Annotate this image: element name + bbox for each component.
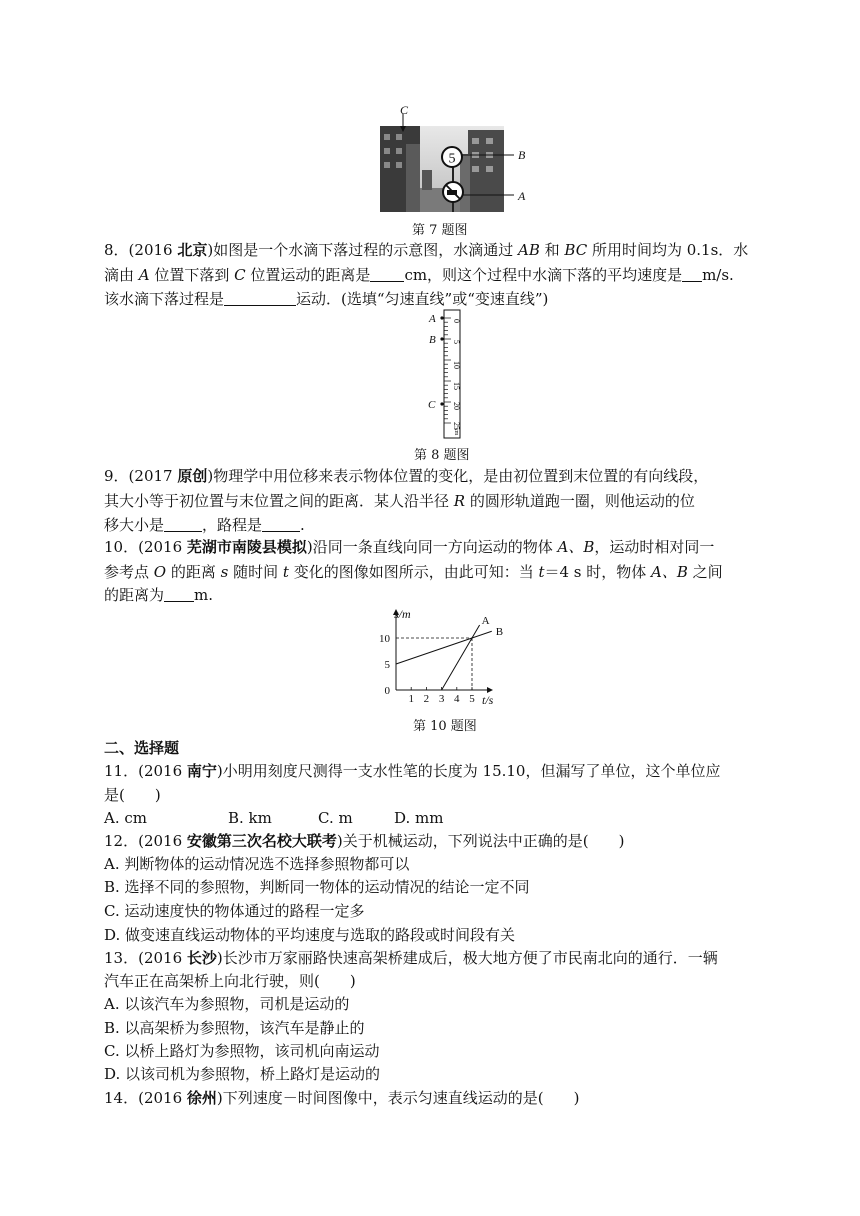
sign-number: 5 [448,151,456,167]
option-d[interactable]: D. 做变速直线运动物体的平均速度与选取的路段或时间段有关 [104,926,516,944]
series-label-a: A [481,615,490,627]
figure-10-chart [360,604,530,710]
q13-line-2: 汽车正在高架桥上向北行驶，则( ) [104,972,356,990]
q11-line-1: 11．(2016 南宁)小明用刻度尺测得一支水性笔的长度为 15.10，但漏写了单位，这个单位应 [104,762,721,780]
answer-blank[interactable] [262,517,300,532]
x-tick-label: 2 [423,693,430,705]
q13-line-1: 13．(2016 长沙)长沙市万家丽路快速高架桥建成后，极大地方便了市民南北向的通行．一辆 [104,949,718,967]
x-tick-label: 4 [454,693,460,705]
tick-label: 10 [452,361,461,369]
tick-label: 5 [452,340,461,344]
q8-source: 北京 [177,241,208,259]
figure-8-ruler [420,308,480,440]
q9-line-2: 其大小等于初位置与末位置之间的距离．某人沿半径 R 的圆形轨道跑一圈，则他运动的位 [104,492,695,510]
q10-line-3: 的距离为 m. [104,586,214,604]
answer-blank[interactable] [370,267,404,282]
q11-source: 南宁 [186,762,217,780]
q9-line-3: 移大小是 ，路程是 . [104,516,305,534]
figure-7-caption: 第 7 题图 [412,223,468,238]
label-a: A [429,313,436,325]
label-b: B [518,148,526,162]
series-label-b: B [495,626,504,639]
label-c: C [400,104,409,117]
x-axis-label: t/s [482,693,494,707]
label-b: B [429,334,436,346]
q10-line-2: 参考点 O 的距离 s 随时间 t 变化的图像如图所示，由此可知：当 t＝4 s 时，物体 A、B 之间 [104,563,723,581]
tick-label: 25 [452,422,461,430]
x-tick-label: 3 [438,693,445,705]
section-heading: 二、选择题 [104,739,180,757]
y-tick-label: 5 [384,659,390,671]
answer-blank[interactable] [682,267,702,282]
option-a[interactable]: A. 以该汽车为参照物，司机是运动的 [104,995,350,1013]
series-line-b [396,631,492,664]
q12-line-1: 12．(2016 安徽第三次名校大联考)关于机械运动，下列说法中正确的是( ) [104,832,625,850]
option-a[interactable]: A. cm [104,809,147,827]
x-tick-label: 1 [408,693,414,705]
option-b[interactable]: B. 选择不同的参照物，判断同一物体的运动情况的结论一定不同 [104,878,530,896]
label-a: A [518,189,526,203]
q8-line-3: 该水滴下落过程是 运动．(选填“匀速直线”或“变速直线”) [104,290,549,308]
y-tick-label: 10 [379,633,390,645]
option-d[interactable]: D. 以该司机为参照物，桥上路灯是运动的 [104,1065,381,1083]
answer-blank[interactable] [224,291,296,306]
figure-8-caption: 第 8 题图 [414,448,470,463]
q9-source: 原创 [177,467,208,485]
x-tick-label: 5 [469,693,475,705]
answer-blank[interactable] [164,587,194,602]
q12-source: 安徽第三次名校大联考 [186,832,337,850]
q10-line-1: 10．(2016 芜湖市南陵县模拟)沿同一条直线向同一方向运动的物体 A、B，运动时相对同一 [104,538,715,556]
y-axis-label: s/m [394,607,411,621]
option-c[interactable]: C. m [318,809,353,827]
option-c[interactable]: C. 以桥上路灯为参照物，该司机向南运动 [104,1042,380,1060]
label-c: C [428,399,436,411]
option-d[interactable]: D. mm [394,809,444,827]
q14-source: 徐州 [186,1089,217,1107]
answer-blank[interactable] [164,517,202,532]
option-a[interactable]: A. 判断物体的运动情况选不选择参照物都可以 [104,855,410,873]
figure-10-caption: 第 10 题图 [413,719,477,734]
y-tick-label: 0 [384,685,390,697]
q8-line-1: 8．(2016 北京)如图是一个水滴下落过程的示意图，水滴通过 AB 和 BC 所用时间均为 0.1s．水 [104,241,749,259]
tick-label: 15 [452,382,461,390]
option-b[interactable]: B. km [228,809,272,827]
q14-line-1: 14．(2016 徐州)下列速度－时间图像中，表示匀速直线运动的是( ) [104,1089,580,1107]
option-b[interactable]: B. 以高架桥为参照物，该汽车是静止的 [104,1019,365,1037]
q9-line-1: 9．(2017 原创)物理学中用位移来表示物体位置的变化，是由初位置到末位置的有向线段， [104,467,709,485]
q10-source: 芜湖市南陵县模拟 [186,538,307,556]
tick-label: 0 [452,319,461,323]
option-c[interactable]: C. 运动速度快的物体通过的路程一定多 [104,902,365,920]
q8-line-2: 滴由 A 位置下落到 C 位置运动的距离是 cm，则这个过程中水滴下落的平均速度是 m/s. [104,266,734,284]
tick-label: 20 [452,402,461,410]
ruler-unit: cm [453,428,459,436]
series-line-a [442,625,480,690]
q13-source: 长沙 [186,949,217,967]
q11-line-2: 是( ) [104,786,161,804]
figure-7-photo [370,104,540,214]
